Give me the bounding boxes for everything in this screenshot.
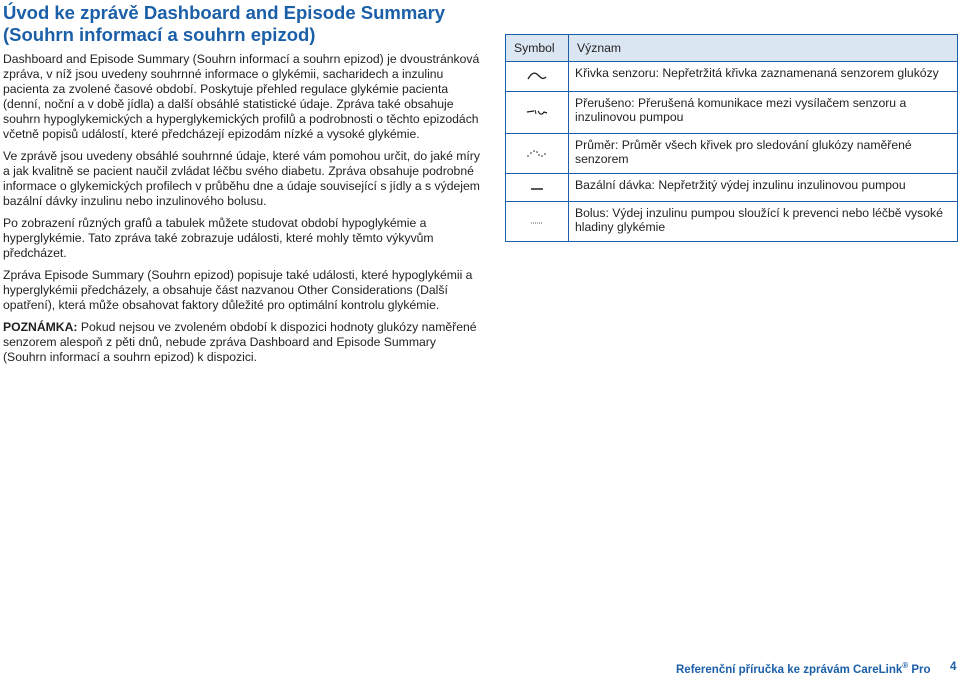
table-row: [506, 174, 958, 202]
table-cell-meaning: Bazální dávka: Nepřetržitý výdej inzulinu inzulinovou pumpou: [569, 174, 958, 202]
symbol-cell: [506, 134, 569, 174]
page-title: Úvod ke zprávě Dashboard and Episode Summary (Souhrn informací a souhrn epizod): [3, 2, 446, 45]
footer-title: [676, 661, 931, 676]
basal-line-icon: [530, 186, 544, 192]
header-symbol: Symbol: [506, 35, 569, 62]
table-row: [506, 62, 958, 92]
average-dots-icon: [526, 148, 548, 158]
symbol-cell: [506, 92, 569, 134]
body-text: [3, 52, 481, 365]
header-meaning: Význam: [569, 35, 958, 62]
table-cell-meaning: Bolus: Výdej inzulinu pumpou sloužící k prevenci nebo léčbě vysoké hladiny glykémie: [569, 202, 958, 242]
table-row: [506, 134, 958, 174]
paragraph-graphs: Po zobrazení různých grafů a tabulek můžete studovat období hypoglykémie a hyperglykémie. Tato zpráva také zobrazuje události, které mohly těmto výkyvům předcházet.: [3, 216, 434, 260]
bolus-icon: [530, 220, 544, 226]
page-number: 4: [950, 661, 957, 673]
table-cell-meaning: Průměr: Průměr všech křivek pro sledování glukózy naměřené senzorem: [569, 134, 958, 174]
footer-text-after: Pro: [908, 663, 931, 676]
symbol-cell: [506, 62, 569, 92]
paragraph-episode: Zpráva Episode Summary (Souhrn epizod) popisuje také události, které hypoglykémii a hyperglykémii předcházely, a obsahuje část nazvanou Other Considerations (Další opatření), která může obsahovat faktory důležité pro optimální kontrolu glykémie.: [3, 268, 473, 312]
footer-text: Referenční příručka ke zprávám CareLink: [676, 663, 903, 676]
symbol-cell: [506, 174, 569, 202]
sensor-curve-icon: [527, 71, 547, 81]
paragraph-summary: Ve zprávě jsou uvedeny obsáhlé souhrnné údaje, které vám pomohou určit, do jaké míry a jak kvalitně se pacient naučil zvládat léčbu svého diabetu. Zpráva obsahuje podrobné informace o glykemických profilech v průběhu dne a údaje související s jídly a s výdejem bazální dávky inzulinu nebo inzulinového bolusu.: [3, 149, 480, 208]
registered-mark: ®: [902, 661, 909, 670]
table-cell-meaning: Přerušeno: Přerušená komunikace mezi vysílačem senzoru a inzulinovou pumpou: [569, 92, 958, 134]
note: [3, 320, 481, 365]
table-cell-meaning: Křivka senzoru: Nepřetržitá křivka zaznamenaná senzorem glukózy: [569, 62, 958, 92]
table-row: [506, 92, 958, 134]
symbol-table: [505, 34, 958, 242]
note-label: POZNÁMKA:: [3, 320, 78, 334]
table-row: [506, 202, 958, 242]
paragraph-intro: Dashboard and Episode Summary (Souhrn informací a souhrn epizod) je dvoustránková zpráva, v níž jsou uvedeny souhrnné informace o glykémii, sacharidech a inzulinu pacienta za zvolené časové období. Poskytuje přehled regulace glykémie pacienta (denní, noční a v době jídla) a další obsáhlé statistické údaje. Zpráva také obsahuje souhrn hypoglykemických a hyperglykemických profilů a podrobnosti o těchto epizodách včetně popisů událostí, které předcházejí epizodám nízké a vysoké glykémie.: [3, 52, 480, 141]
interrupted-curve-icon: [526, 107, 548, 117]
note-text: Pokud nejsou ve zvoleném období k dispozici hodnoty glukózy naměřené senzorem alespoň z pěti dnů, nebude zpráva Dashboard and Episode Summary (Souhrn informací a souhrn epizod) k dispozici.: [3, 320, 477, 364]
symbol-cell: [506, 202, 569, 242]
